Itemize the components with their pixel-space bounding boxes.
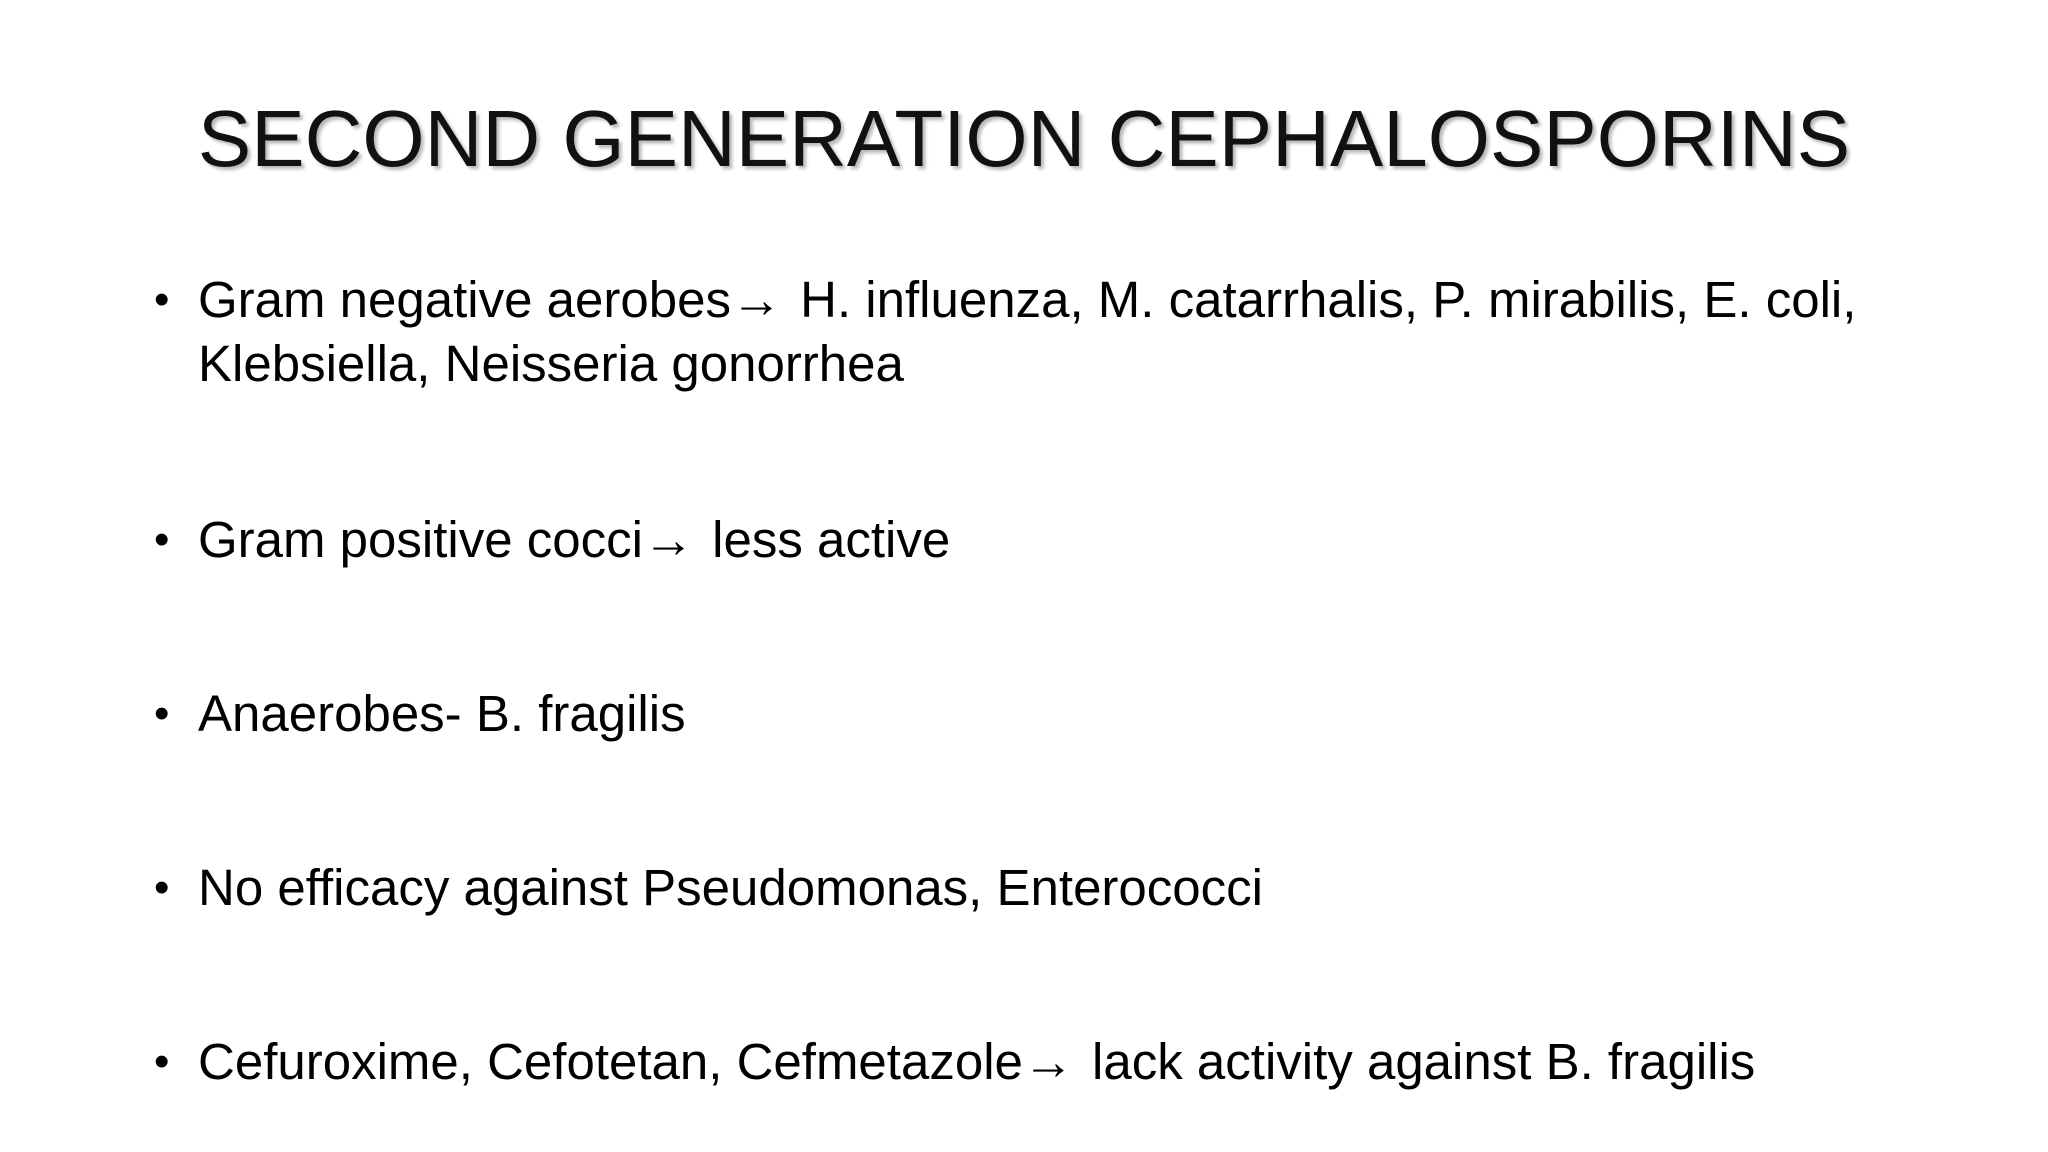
bullet-text-post: less active xyxy=(697,511,951,568)
bullet-text-pre: No efficacy against Pseudomonas, Enterococci xyxy=(198,859,1263,916)
bullet-dot-icon: • xyxy=(154,689,170,738)
arrow-right-icon: → xyxy=(730,271,782,328)
arrow-right-icon: → xyxy=(642,511,694,568)
bullet-dot-icon: • xyxy=(154,275,170,324)
bullet-text-pre: Anaerobes- B. fragilis xyxy=(198,685,686,742)
bullet-list xyxy=(150,268,1920,1094)
bullet-text-post: H. influenza, M. catarrhalis, P. mirabilis, E. coli, Klebsiella, Neisseria gonorrhea xyxy=(198,271,1857,392)
bullet-item-no-efficacy xyxy=(150,856,1920,920)
slide-title: SECOND GENERATION CEPHALOSPORINS xyxy=(197,94,1851,183)
arrow-right-icon: → xyxy=(1022,1033,1074,1090)
bullet-text-post: lack activity against B. fragilis xyxy=(1077,1033,1756,1090)
bullet-item-cefuroxime xyxy=(150,1030,1920,1094)
bullet-text-pre: Gram positive cocci xyxy=(198,511,643,568)
bullet-item-anaerobes xyxy=(150,682,1920,746)
bullet-text-pre: Gram negative aerobes xyxy=(198,271,731,328)
bullet-dot-icon: • xyxy=(154,1037,170,1086)
bullet-item-gram-negative xyxy=(150,268,1920,396)
bullet-item-gram-positive xyxy=(150,508,1920,572)
bullet-text-pre: Cefuroxime, Cefotetan, Cefmetazole xyxy=(198,1033,1023,1090)
bullet-dot-icon: • xyxy=(154,515,170,564)
bullet-dot-icon: • xyxy=(154,863,170,912)
